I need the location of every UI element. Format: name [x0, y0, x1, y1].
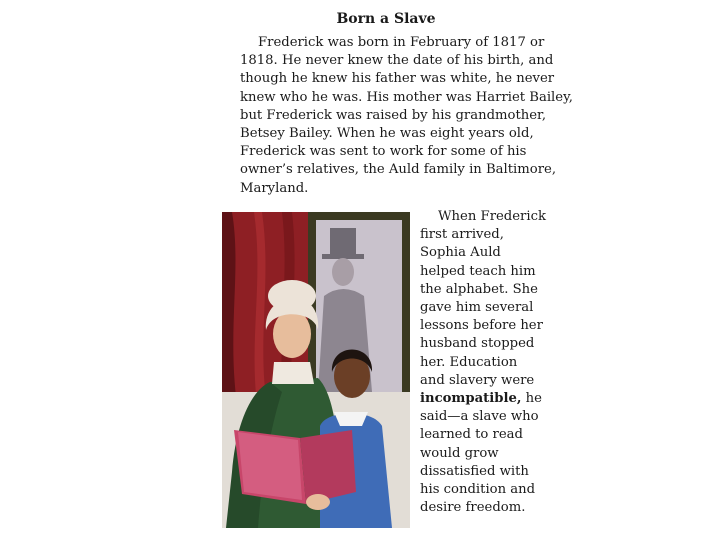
text-line: learned to read	[420, 427, 523, 443]
text-line: would grow	[420, 445, 499, 461]
page-title: Born a Slave	[336, 11, 436, 27]
text-line: 1818. He never knew the date of his birth, and	[240, 53, 554, 69]
text-line: her. Education	[420, 354, 518, 370]
text-line: dissatisfied with	[420, 463, 529, 479]
text-line: When Frederick	[438, 209, 546, 224]
book-cover	[238, 432, 302, 500]
text-fragment: he	[521, 391, 542, 407]
paragraph-intro	[240, 34, 573, 198]
top-hat	[330, 228, 356, 256]
text-line: owner’s relatives, the Auld family in Baltimore,	[240, 162, 557, 178]
text-line: knew who he was. His mother was Harriet Bailey,	[240, 89, 573, 105]
text-line	[420, 390, 546, 408]
text-line: lessons before her	[420, 318, 543, 334]
lace-collar	[272, 362, 314, 384]
text-line: but Frederick was raised by his grandmother,	[240, 107, 547, 123]
portrait-face	[332, 258, 354, 286]
text-line: Frederick was born in February of 1817 or	[258, 35, 545, 50]
white-collar	[334, 412, 368, 426]
text-line: though he knew his father was white, he never	[240, 71, 555, 87]
woman-face	[273, 310, 311, 358]
text-line: his condition and	[420, 482, 536, 498]
text-line: Betsey Bailey. When he was eight years old,	[240, 126, 534, 142]
text-line: first arrived,	[420, 227, 504, 243]
text-line: Frederick was sent to work for some of his	[240, 144, 527, 160]
text-line: helped teach him	[420, 263, 536, 279]
bonnet-top	[268, 280, 316, 312]
woman-hand	[306, 494, 330, 510]
text-line: Sophia Auld	[420, 245, 501, 261]
book-page	[300, 430, 356, 504]
vocabulary-word: incompatible,	[420, 391, 522, 407]
text-line: the alphabet. She	[420, 281, 538, 297]
text-line: said—a slave who	[420, 409, 539, 425]
paragraph-lesson	[420, 208, 546, 517]
text-line: Maryland.	[240, 180, 309, 196]
text-line: gave him several	[420, 300, 534, 316]
text-line: husband stopped	[420, 336, 535, 352]
text-line: and slavery were	[420, 372, 535, 388]
text-line: desire freedom.	[420, 500, 526, 516]
illustration-reading-lesson	[222, 212, 410, 528]
